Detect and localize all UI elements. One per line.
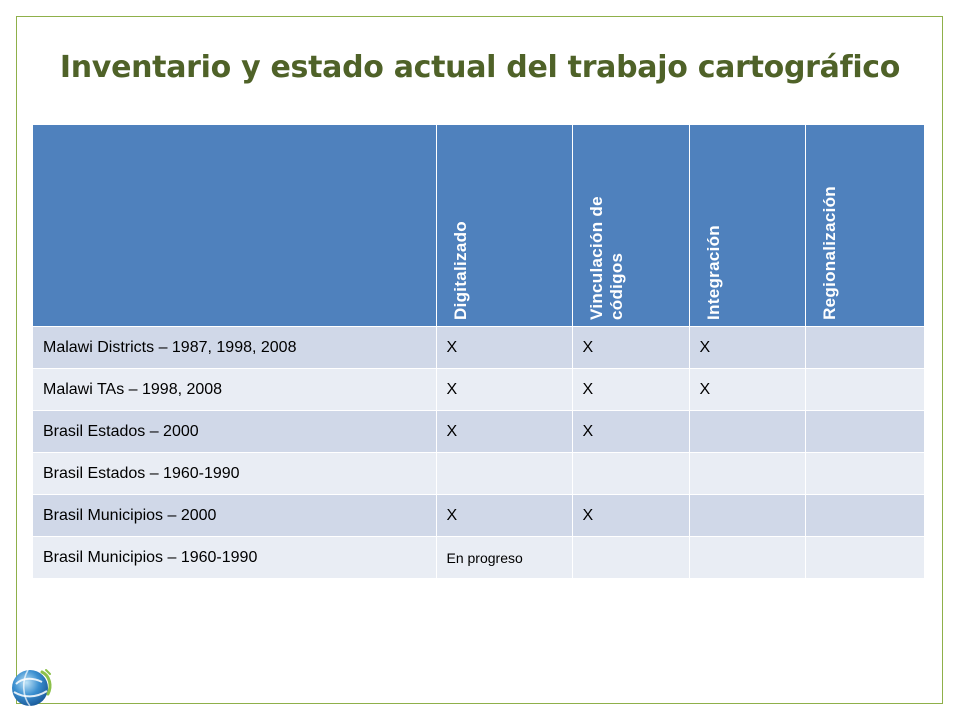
table-row [33,453,924,495]
cell-vinculacion [572,537,689,579]
cell-integracion: X [689,327,805,369]
cell-regionalizacion [805,369,924,411]
row-label: Brasil Estados – 1960-1990 [33,453,436,495]
row-label: Brasil Municipios – 2000 [33,495,436,537]
cell-digitalizado: X [436,495,572,537]
table-row [33,369,924,411]
header-cell-empty [33,125,436,327]
table-row [33,327,924,369]
table-header-row [33,125,924,327]
cell-digitalizado: En progreso [436,537,572,579]
table-row [33,411,924,453]
cell-integracion [689,453,805,495]
row-label: Brasil Estados – 2000 [33,411,436,453]
row-label: Malawi Districts – 1987, 1998, 2008 [33,327,436,369]
header-cell-vinculacion: Vinculación de códigos [572,125,689,327]
header-cell-integracion: Integración [689,125,805,327]
cell-regionalizacion [805,453,924,495]
table-row [33,495,924,537]
row-label: Brasil Municipios – 1960-1990 [33,537,436,579]
cell-regionalizacion [805,411,924,453]
cell-integracion [689,411,805,453]
cell-vinculacion: X [572,369,689,411]
cell-digitalizado [436,453,572,495]
cell-vinculacion [572,453,689,495]
inventory-table [33,125,924,579]
cell-regionalizacion [805,327,924,369]
globe-logo-icon [8,664,54,710]
cell-digitalizado: X [436,327,572,369]
cell-integracion [689,495,805,537]
cell-regionalizacion [805,495,924,537]
header-cell-regionalizacion: Regionalización [805,125,924,327]
slide-title: Inventario y estado actual del trabajo cartográfico [59,50,901,85]
cell-digitalizado: X [436,411,572,453]
cell-vinculacion: X [572,495,689,537]
cell-regionalizacion [805,537,924,579]
table-row [33,537,924,579]
cell-vinculacion: X [572,411,689,453]
row-label: Malawi TAs – 1998, 2008 [33,369,436,411]
header-cell-digitalizado: Digitalizado [436,125,572,327]
cell-integracion: X [689,369,805,411]
cell-integracion [689,537,805,579]
cell-vinculacion: X [572,327,689,369]
cell-digitalizado: X [436,369,572,411]
